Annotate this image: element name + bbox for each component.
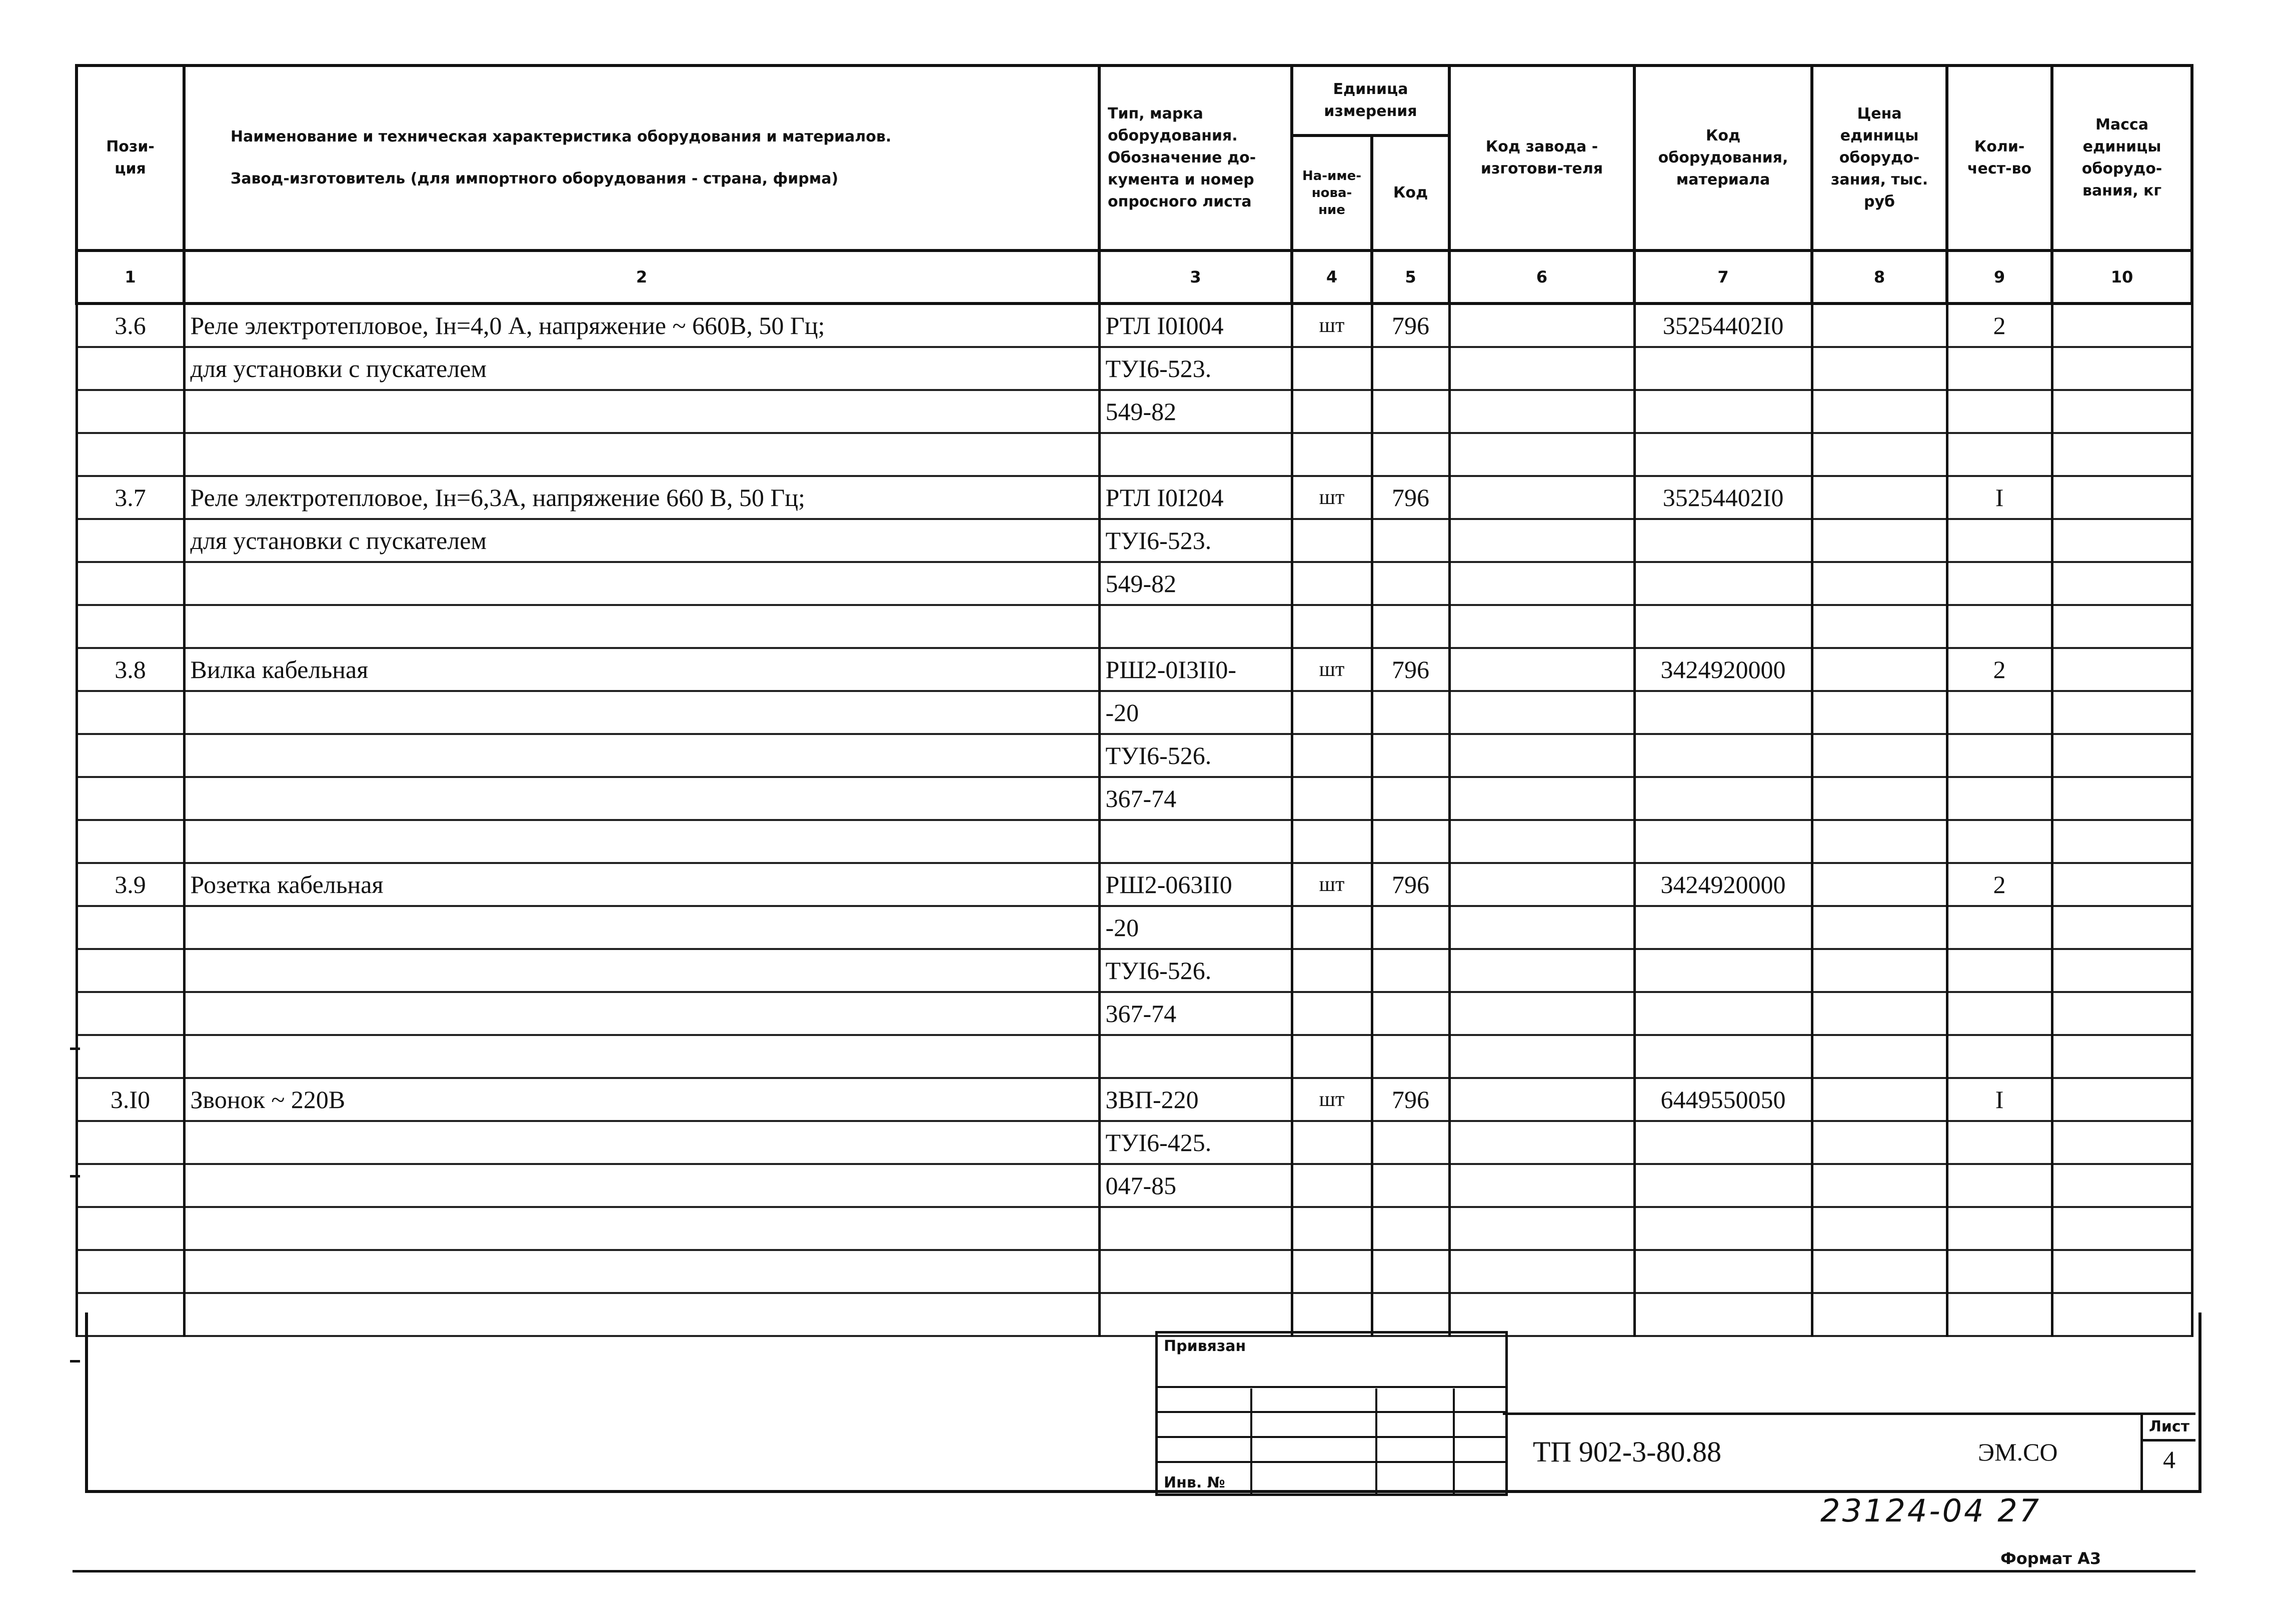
document-code: ТП 902-3-80.88 [1533,1436,1721,1468]
table-row [77,906,2192,949]
name-cell: Реле электротепловое, Iн=4,0 А, напряжение ~ 660В, 50 Гц; [184,304,1099,347]
margin-tick [70,1048,80,1050]
type-cell: ТУI6-526. [1099,734,1292,777]
mass-cell [2052,519,2192,562]
column-number: 3 [1099,250,1292,304]
position-cell: 3.7 [77,476,184,519]
quantity-cell [1947,562,2052,605]
column-number: 8 [1812,250,1947,304]
unit-name-cell [1292,992,1372,1035]
unit-code-cell [1372,433,1449,476]
factory-code-cell [1449,863,1634,906]
position-cell [77,949,184,992]
quantity-cell [1947,1164,2052,1207]
name-cell [184,1164,1099,1207]
price-cell [1812,1207,1947,1250]
price-cell [1812,1078,1947,1121]
column-numbers-row [77,250,2192,304]
equipment-code-cell [1634,820,1812,863]
equipment-code-cell [1634,1035,1812,1078]
price-cell [1812,992,1947,1035]
stamp-divider [1375,1388,1377,1494]
type-cell [1099,1035,1292,1078]
equipment-code-cell [1634,347,1812,390]
factory-code-cell [1449,1164,1634,1207]
price-cell [1812,1164,1947,1207]
quantity-cell [1947,1250,2052,1293]
price-cell [1812,347,1947,390]
name-cell: Звонок ~ 220В [184,1078,1099,1121]
position-cell [77,992,184,1035]
format-label: Формат А3 [2000,1549,2101,1568]
price-cell [1812,648,1947,691]
table-body [77,304,2192,1336]
factory-code-cell [1449,691,1634,734]
table-row [77,519,2192,562]
table-row [77,992,2192,1035]
type-cell: ТУI6-523. [1099,347,1292,390]
name-cell: Реле электротепловое, Iн=6,3А, напряжение 660 В, 50 Гц; [184,476,1099,519]
position-cell: 3.6 [77,304,184,347]
type-cell: РШ2-063II0 [1099,863,1292,906]
factory-code-cell [1449,949,1634,992]
header-position: Пози- ция [77,66,184,250]
quantity-cell [1947,949,2052,992]
price-cell [1812,1121,1947,1164]
factory-code-cell [1449,1121,1634,1164]
table-row [77,304,2192,347]
equipment-code-cell [1634,433,1812,476]
position-cell [77,820,184,863]
header-unit-name: На-име-нова-ние [1292,136,1372,250]
price-cell [1812,1250,1947,1293]
position-cell [77,390,184,433]
name-cell [184,1121,1099,1164]
unit-name-cell [1292,562,1372,605]
name-cell [184,734,1099,777]
header-unit-code: Код [1372,136,1449,250]
price-cell [1812,519,1947,562]
quantity-cell [1947,734,2052,777]
equipment-code-cell: 3424920000 [1634,648,1812,691]
quantity-cell [1947,605,2052,648]
mass-cell [2052,1164,2192,1207]
unit-code-cell [1372,820,1449,863]
factory-code-cell [1449,433,1634,476]
type-cell: ТУI6-523. [1099,519,1292,562]
name-cell: для установки с пускателем [184,347,1099,390]
mass-cell [2052,476,2192,519]
document-suffix: ЭМ.СО [1978,1438,2058,1466]
name-cell [184,906,1099,949]
type-cell [1099,820,1292,863]
name-cell: Розетка кабельная [184,863,1099,906]
position-cell [77,906,184,949]
table-row [77,734,2192,777]
type-cell: 549-82 [1099,390,1292,433]
equipment-code-cell [1634,1250,1812,1293]
column-number: 7 [1634,250,1812,304]
price-cell [1812,1035,1947,1078]
position-cell: 3.I0 [77,1078,184,1121]
equipment-code-cell [1634,691,1812,734]
table-row [77,777,2192,820]
unit-name-cell [1292,777,1372,820]
type-cell: РТЛ I0I004 [1099,304,1292,347]
unit-code-cell [1372,519,1449,562]
unit-code-cell: 796 [1372,863,1449,906]
mass-cell [2052,863,2192,906]
price-cell [1812,906,1947,949]
sheet-label: Лист [2143,1415,2195,1442]
unit-name-cell [1292,734,1372,777]
unit-code-cell [1372,734,1449,777]
name-cell [184,390,1099,433]
unit-name-cell [1292,1250,1372,1293]
quantity-cell [1947,519,2052,562]
table-row [77,820,2192,863]
equipment-code-cell: 35254402I0 [1634,304,1812,347]
factory-code-cell [1449,1207,1634,1250]
price-cell [1812,949,1947,992]
quantity-cell [1947,906,2052,949]
name-cell: для установки с пускателем [184,519,1099,562]
mass-cell [2052,1121,2192,1164]
unit-name-cell: шт [1292,304,1372,347]
type-cell: ЗВП-220 [1099,1078,1292,1121]
factory-code-cell [1449,1250,1634,1293]
unit-name-cell [1292,519,1372,562]
column-number: 9 [1947,250,2052,304]
name-cell [184,992,1099,1035]
equipment-code-cell [1634,1207,1812,1250]
mass-cell [2052,1035,2192,1078]
table-row [77,1121,2192,1164]
equipment-code-cell [1634,1121,1812,1164]
equipment-code-cell [1634,562,1812,605]
header-name-line1: Наименование и техническая характеристика оборудования и материалов. [231,128,892,146]
unit-code-cell [1372,992,1449,1035]
position-cell [77,1121,184,1164]
quantity-cell [1947,1035,2052,1078]
table-row [77,605,2192,648]
quantity-cell: 2 [1947,863,2052,906]
price-cell [1812,390,1947,433]
name-cell [184,820,1099,863]
mass-cell [2052,304,2192,347]
position-cell: 3.8 [77,648,184,691]
position-cell [77,605,184,648]
stamp-divider [1453,1388,1455,1494]
quantity-cell [1947,691,2052,734]
unit-code-cell [1372,1164,1449,1207]
quantity-cell [1947,992,2052,1035]
stamp-line [1158,1386,1505,1388]
unit-code-cell [1372,906,1449,949]
unit-code-cell [1372,1207,1449,1250]
equipment-code-cell [1634,777,1812,820]
unit-name-cell [1292,1164,1372,1207]
position-cell [77,562,184,605]
unit-name-cell [1292,949,1372,992]
name-cell [184,605,1099,648]
quantity-cell: 2 [1947,304,2052,347]
quantity-cell [1947,1121,2052,1164]
factory-code-cell [1449,304,1634,347]
table-row [77,1078,2192,1121]
column-number: 4 [1292,250,1372,304]
header-name [184,66,1099,250]
equipment-code-cell: 6449550050 [1634,1078,1812,1121]
position-cell [77,1207,184,1250]
factory-code-cell [1449,476,1634,519]
margin-tick [70,1175,80,1178]
margin-tick [70,1360,80,1362]
header-equipment-code: Код оборудования, материала [1634,66,1812,250]
column-number: 6 [1449,250,1634,304]
equipment-code-cell [1634,734,1812,777]
equipment-code-cell [1634,519,1812,562]
position-cell [77,433,184,476]
position-cell: 3.9 [77,863,184,906]
table-row [77,1250,2192,1293]
unit-code-cell: 796 [1372,1078,1449,1121]
table-row [77,476,2192,519]
type-cell: -20 [1099,691,1292,734]
unit-code-cell [1372,390,1449,433]
quantity-cell [1947,433,2052,476]
quantity-cell: I [1947,476,2052,519]
type-cell: 549-82 [1099,562,1292,605]
factory-code-cell [1449,992,1634,1035]
type-cell: ТУI6-425. [1099,1121,1292,1164]
table-row [77,1164,2192,1207]
table-header [77,66,2192,304]
type-cell [1099,605,1292,648]
factory-code-cell [1449,347,1634,390]
specification-table [75,64,2193,1337]
name-cell [184,1250,1099,1293]
mass-cell [2052,605,2192,648]
table-row [77,863,2192,906]
unit-name-cell: шт [1292,476,1372,519]
equipment-code-cell [1634,390,1812,433]
table-row [77,347,2192,390]
unit-code-cell [1372,1250,1449,1293]
table-row [77,433,2192,476]
type-cell: 047-85 [1099,1164,1292,1207]
unit-name-cell [1292,390,1372,433]
equipment-code-cell [1634,992,1812,1035]
mass-cell [2052,734,2192,777]
equipment-code-cell [1634,949,1812,992]
table-row [77,1035,2192,1078]
stamp-divider [1250,1388,1252,1494]
bound-label: Привязан [1164,1338,1246,1355]
equipment-code-cell: 35254402I0 [1634,476,1812,519]
mass-cell [2052,777,2192,820]
price-cell [1812,691,1947,734]
name-cell [184,1035,1099,1078]
factory-code-cell [1449,734,1634,777]
name-cell [184,433,1099,476]
inventory-label: Инв. № [1164,1474,1225,1492]
mass-cell [2052,949,2192,992]
mass-cell [2052,1078,2192,1121]
position-cell [77,777,184,820]
mass-cell [2052,1250,2192,1293]
column-number: 5 [1372,250,1449,304]
equipment-code-cell: 3424920000 [1634,863,1812,906]
column-number: 1 [77,250,184,304]
mass-cell [2052,1207,2192,1250]
equipment-code-cell [1634,906,1812,949]
price-cell [1812,777,1947,820]
price-cell [1812,863,1947,906]
unit-name-cell [1292,605,1372,648]
sheet-number-box [2140,1415,2195,1490]
mass-cell [2052,347,2192,390]
type-cell: 367-74 [1099,777,1292,820]
factory-code-cell [1449,1035,1634,1078]
price-cell [1812,304,1947,347]
unit-code-cell [1372,691,1449,734]
factory-code-cell [1449,648,1634,691]
quantity-cell [1947,820,2052,863]
unit-code-cell [1372,562,1449,605]
header-mass: Масса единицы оборудо-вания, кг [2052,66,2192,250]
mass-cell [2052,906,2192,949]
unit-code-cell [1372,347,1449,390]
quantity-cell: 2 [1947,648,2052,691]
unit-name-cell [1292,820,1372,863]
unit-name-cell [1292,347,1372,390]
factory-code-cell [1449,906,1634,949]
sheet-number: 4 [2163,1446,2175,1474]
type-cell: ТУI6-526. [1099,949,1292,992]
position-cell [77,734,184,777]
type-cell [1099,1207,1292,1250]
unit-code-cell: 796 [1372,476,1449,519]
unit-name-cell: шт [1292,1078,1372,1121]
unit-name-cell [1292,433,1372,476]
column-number: 10 [2052,250,2192,304]
header-price: Цена единицы оборудо-зания, тыс. руб [1812,66,1947,250]
unit-code-cell [1372,777,1449,820]
type-cell: -20 [1099,906,1292,949]
position-cell [77,1250,184,1293]
column-number: 2 [184,250,1099,304]
unit-name-cell [1292,906,1372,949]
type-cell: РШ2-0I3II0- [1099,648,1292,691]
position-cell [77,691,184,734]
unit-name-cell [1292,1035,1372,1078]
unit-code-cell [1372,605,1449,648]
handwritten-number: 23124-04 27 [1820,1492,2041,1529]
unit-code-cell [1372,1035,1449,1078]
table-row [77,949,2192,992]
name-cell: Вилка кабельная [184,648,1099,691]
type-cell [1099,433,1292,476]
price-cell [1812,605,1947,648]
price-cell [1812,476,1947,519]
price-cell [1812,734,1947,777]
header-quantity: Коли-чест-во [1947,66,2052,250]
mass-cell [2052,691,2192,734]
type-cell [1099,1250,1292,1293]
quantity-cell [1947,347,2052,390]
table-row [77,562,2192,605]
mass-cell [2052,820,2192,863]
name-cell [184,949,1099,992]
quantity-cell: I [1947,1078,2052,1121]
header-factory-code: Код завода - изготови-теля [1449,66,1634,250]
header-name-line2: Завод-изготовитель (для импортного оборудования - страна, фирма) [231,170,839,188]
header-type: Тип, марка оборудования. Обозначение до-кумента и номер опросного листа [1099,66,1292,250]
type-cell: РТЛ I0I204 [1099,476,1292,519]
name-cell [184,1207,1099,1250]
unit-code-cell: 796 [1372,648,1449,691]
quantity-cell [1947,1207,2052,1250]
position-cell [77,347,184,390]
quantity-cell [1947,777,2052,820]
name-cell [184,562,1099,605]
type-cell: 367-74 [1099,992,1292,1035]
unit-code-cell: 796 [1372,304,1449,347]
price-cell [1812,433,1947,476]
unit-name-cell: шт [1292,863,1372,906]
unit-code-cell [1372,1121,1449,1164]
unit-name-cell [1292,691,1372,734]
factory-code-cell [1449,562,1634,605]
equipment-code-cell [1634,605,1812,648]
quantity-cell [1947,390,2052,433]
name-cell [184,777,1099,820]
table-row [77,390,2192,433]
mass-cell [2052,992,2192,1035]
unit-name-cell: шт [1292,648,1372,691]
factory-code-cell [1449,777,1634,820]
factory-code-cell [1449,519,1634,562]
position-cell [77,519,184,562]
mass-cell [2052,562,2192,605]
table-row [77,648,2192,691]
unit-name-cell [1292,1121,1372,1164]
table-row [77,1207,2192,1250]
unit-code-cell [1372,949,1449,992]
format-line [73,1570,2195,1572]
mass-cell [2052,648,2192,691]
name-cell [184,691,1099,734]
factory-code-cell [1449,1078,1634,1121]
factory-code-cell [1449,390,1634,433]
mass-cell [2052,390,2192,433]
price-cell [1812,820,1947,863]
binding-stamp [1155,1331,1508,1496]
header-unit-group: Единица измерения [1292,66,1449,136]
price-cell [1812,562,1947,605]
equipment-code-cell [1634,1164,1812,1207]
table-row [77,691,2192,734]
mass-cell [2052,433,2192,476]
factory-code-cell [1449,605,1634,648]
factory-code-cell [1449,820,1634,863]
document-designation [1503,1412,2195,1492]
position-cell [77,1164,184,1207]
position-cell [77,1035,184,1078]
unit-name-cell [1292,1207,1372,1250]
